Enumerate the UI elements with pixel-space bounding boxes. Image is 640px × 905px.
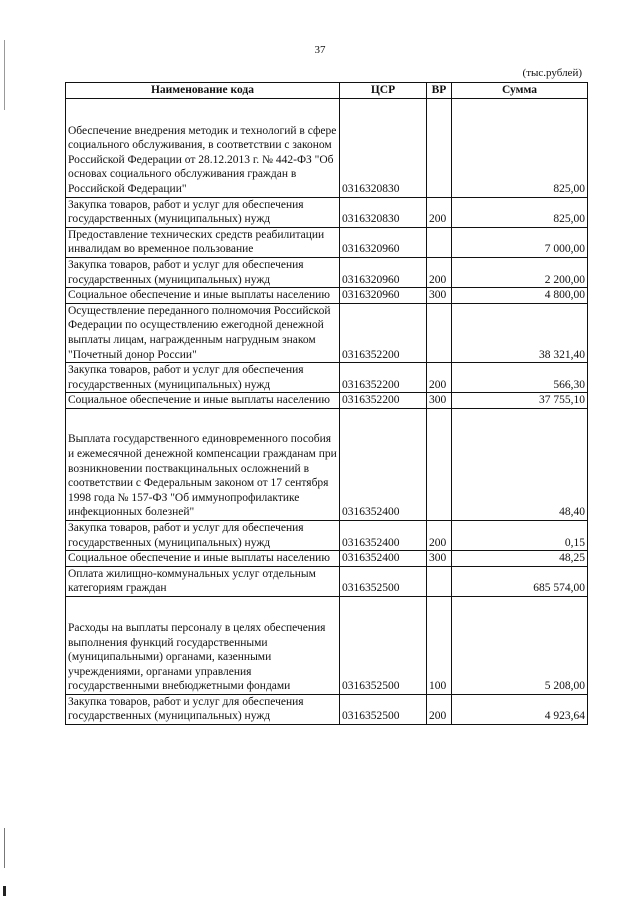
table-row	[66, 197, 588, 227]
budget-table	[65, 82, 588, 725]
row-csr: 0316320830	[340, 197, 427, 227]
row-vr: 300	[427, 393, 452, 409]
row-csr: 0316320830	[340, 98, 427, 197]
row-amount: 38 321,40	[452, 303, 588, 362]
row-csr: 0316320960	[340, 257, 427, 287]
row-amount: 5 208,00	[452, 596, 588, 694]
row-amount: 566,30	[452, 363, 588, 393]
table-row	[66, 303, 588, 362]
row-name: Социальное обеспечение и иные выплаты населению	[66, 551, 340, 567]
table-row	[66, 551, 588, 567]
row-csr: 0316352500	[340, 694, 427, 724]
row-amount: 48,25	[452, 551, 588, 567]
row-name: Обеспечение внедрения методик и технологий в сфере социального обслуживания, в соответствии с законом Российской Федерации от 28.12.2013 г. № 442-ФЗ "Об основах социального обслуживания граждан в Российской Федерации"	[66, 98, 340, 197]
row-amount: 825,00	[452, 98, 588, 197]
row-amount: 48,40	[452, 408, 588, 520]
row-amount: 4 923,64	[452, 694, 588, 724]
row-csr: 0316352200	[340, 363, 427, 393]
table-row	[66, 288, 588, 304]
row-amount: 685 574,00	[452, 566, 588, 596]
row-name: Предоставление технических средств реабилитации инвалидам во временное пользование	[66, 227, 340, 257]
row-amount: 2 200,00	[452, 257, 588, 287]
table-row	[66, 520, 588, 550]
row-name: Социальное обеспечение и иные выплаты населению	[66, 288, 340, 304]
row-csr: 0316352500	[340, 596, 427, 694]
row-amount: 0,15	[452, 520, 588, 550]
table-row	[66, 227, 588, 257]
table-row	[66, 98, 588, 197]
row-amount: 4 800,00	[452, 288, 588, 304]
row-vr	[427, 566, 452, 596]
row-amount: 825,00	[452, 197, 588, 227]
row-name: Закупка товаров, работ и услуг для обеспечения государственных (муниципальных) нужд	[66, 520, 340, 550]
row-vr: 200	[427, 257, 452, 287]
row-vr: 200	[427, 520, 452, 550]
row-csr: 0316320960	[340, 288, 427, 304]
row-vr	[427, 227, 452, 257]
row-vr: 200	[427, 363, 452, 393]
table-row	[66, 393, 588, 409]
header-name: Наименование кода	[66, 83, 340, 99]
row-name: Закупка товаров, работ и услуг для обеспечения государственных (муниципальных) нужд	[66, 257, 340, 287]
row-vr: 200	[427, 197, 452, 227]
row-csr: 0316352200	[340, 393, 427, 409]
row-vr	[427, 98, 452, 197]
row-name: Социальное обеспечение и иные выплаты населению	[66, 393, 340, 409]
row-csr: 0316352500	[340, 566, 427, 596]
row-vr: 300	[427, 551, 452, 567]
header-amount: Сумма	[452, 83, 588, 99]
row-name: Оплата жилищно-коммунальных услуг отдельным категориям граждан	[66, 566, 340, 596]
row-name: Выплата государственного единовременного пособия и ежемесячной денежной компенсации гражданам при возникновении поствакцинальных осложнений в соответствии с Федеральным законом от 17 сентября 1998 года № 157-ФЗ "Об иммунопрофилактике инфекционных болезней"	[66, 408, 340, 520]
scan-edge-mark	[4, 828, 5, 868]
header-csr: ЦСР	[340, 83, 427, 99]
page-number: 37	[314, 44, 326, 56]
row-amount: 7 000,00	[452, 227, 588, 257]
table-row	[66, 257, 588, 287]
row-vr: 100	[427, 596, 452, 694]
row-vr: 300	[427, 288, 452, 304]
table-header-row	[66, 83, 588, 99]
header-vr: ВР	[427, 83, 452, 99]
table-row	[66, 566, 588, 596]
row-csr: 0316352400	[340, 408, 427, 520]
row-vr	[427, 408, 452, 520]
scan-edge-mark	[3, 886, 6, 896]
table-row	[66, 363, 588, 393]
row-vr	[427, 303, 452, 362]
row-name: Закупка товаров, работ и услуг для обеспечения государственных (муниципальных) нужд	[66, 197, 340, 227]
row-name: Расходы на выплаты персоналу в целях обеспечения выполнения функций государственными (муниципальными) органами, казенными учреждениями, органами управления государственными внебюджетными фондами	[66, 596, 340, 694]
units-label: (тыс.рублей)	[522, 67, 582, 79]
row-csr: 0316320960	[340, 227, 427, 257]
table-row	[66, 694, 588, 724]
row-name: Осуществление переданного полномочия Российской Федерации по осуществлению ежегодной денежной выплаты лицам, награжденным нагрудным знаком "Почетный донор России"	[66, 303, 340, 362]
row-name: Закупка товаров, работ и услуг для обеспечения государственных (муниципальных) нужд	[66, 363, 340, 393]
row-amount: 37 755,10	[452, 393, 588, 409]
row-csr: 0316352200	[340, 303, 427, 362]
row-csr: 0316352400	[340, 551, 427, 567]
row-name: Закупка товаров, работ и услуг для обеспечения государственных (муниципальных) нужд	[66, 694, 340, 724]
row-vr: 200	[427, 694, 452, 724]
row-csr: 0316352400	[340, 520, 427, 550]
table-row	[66, 596, 588, 694]
table-row	[66, 408, 588, 520]
